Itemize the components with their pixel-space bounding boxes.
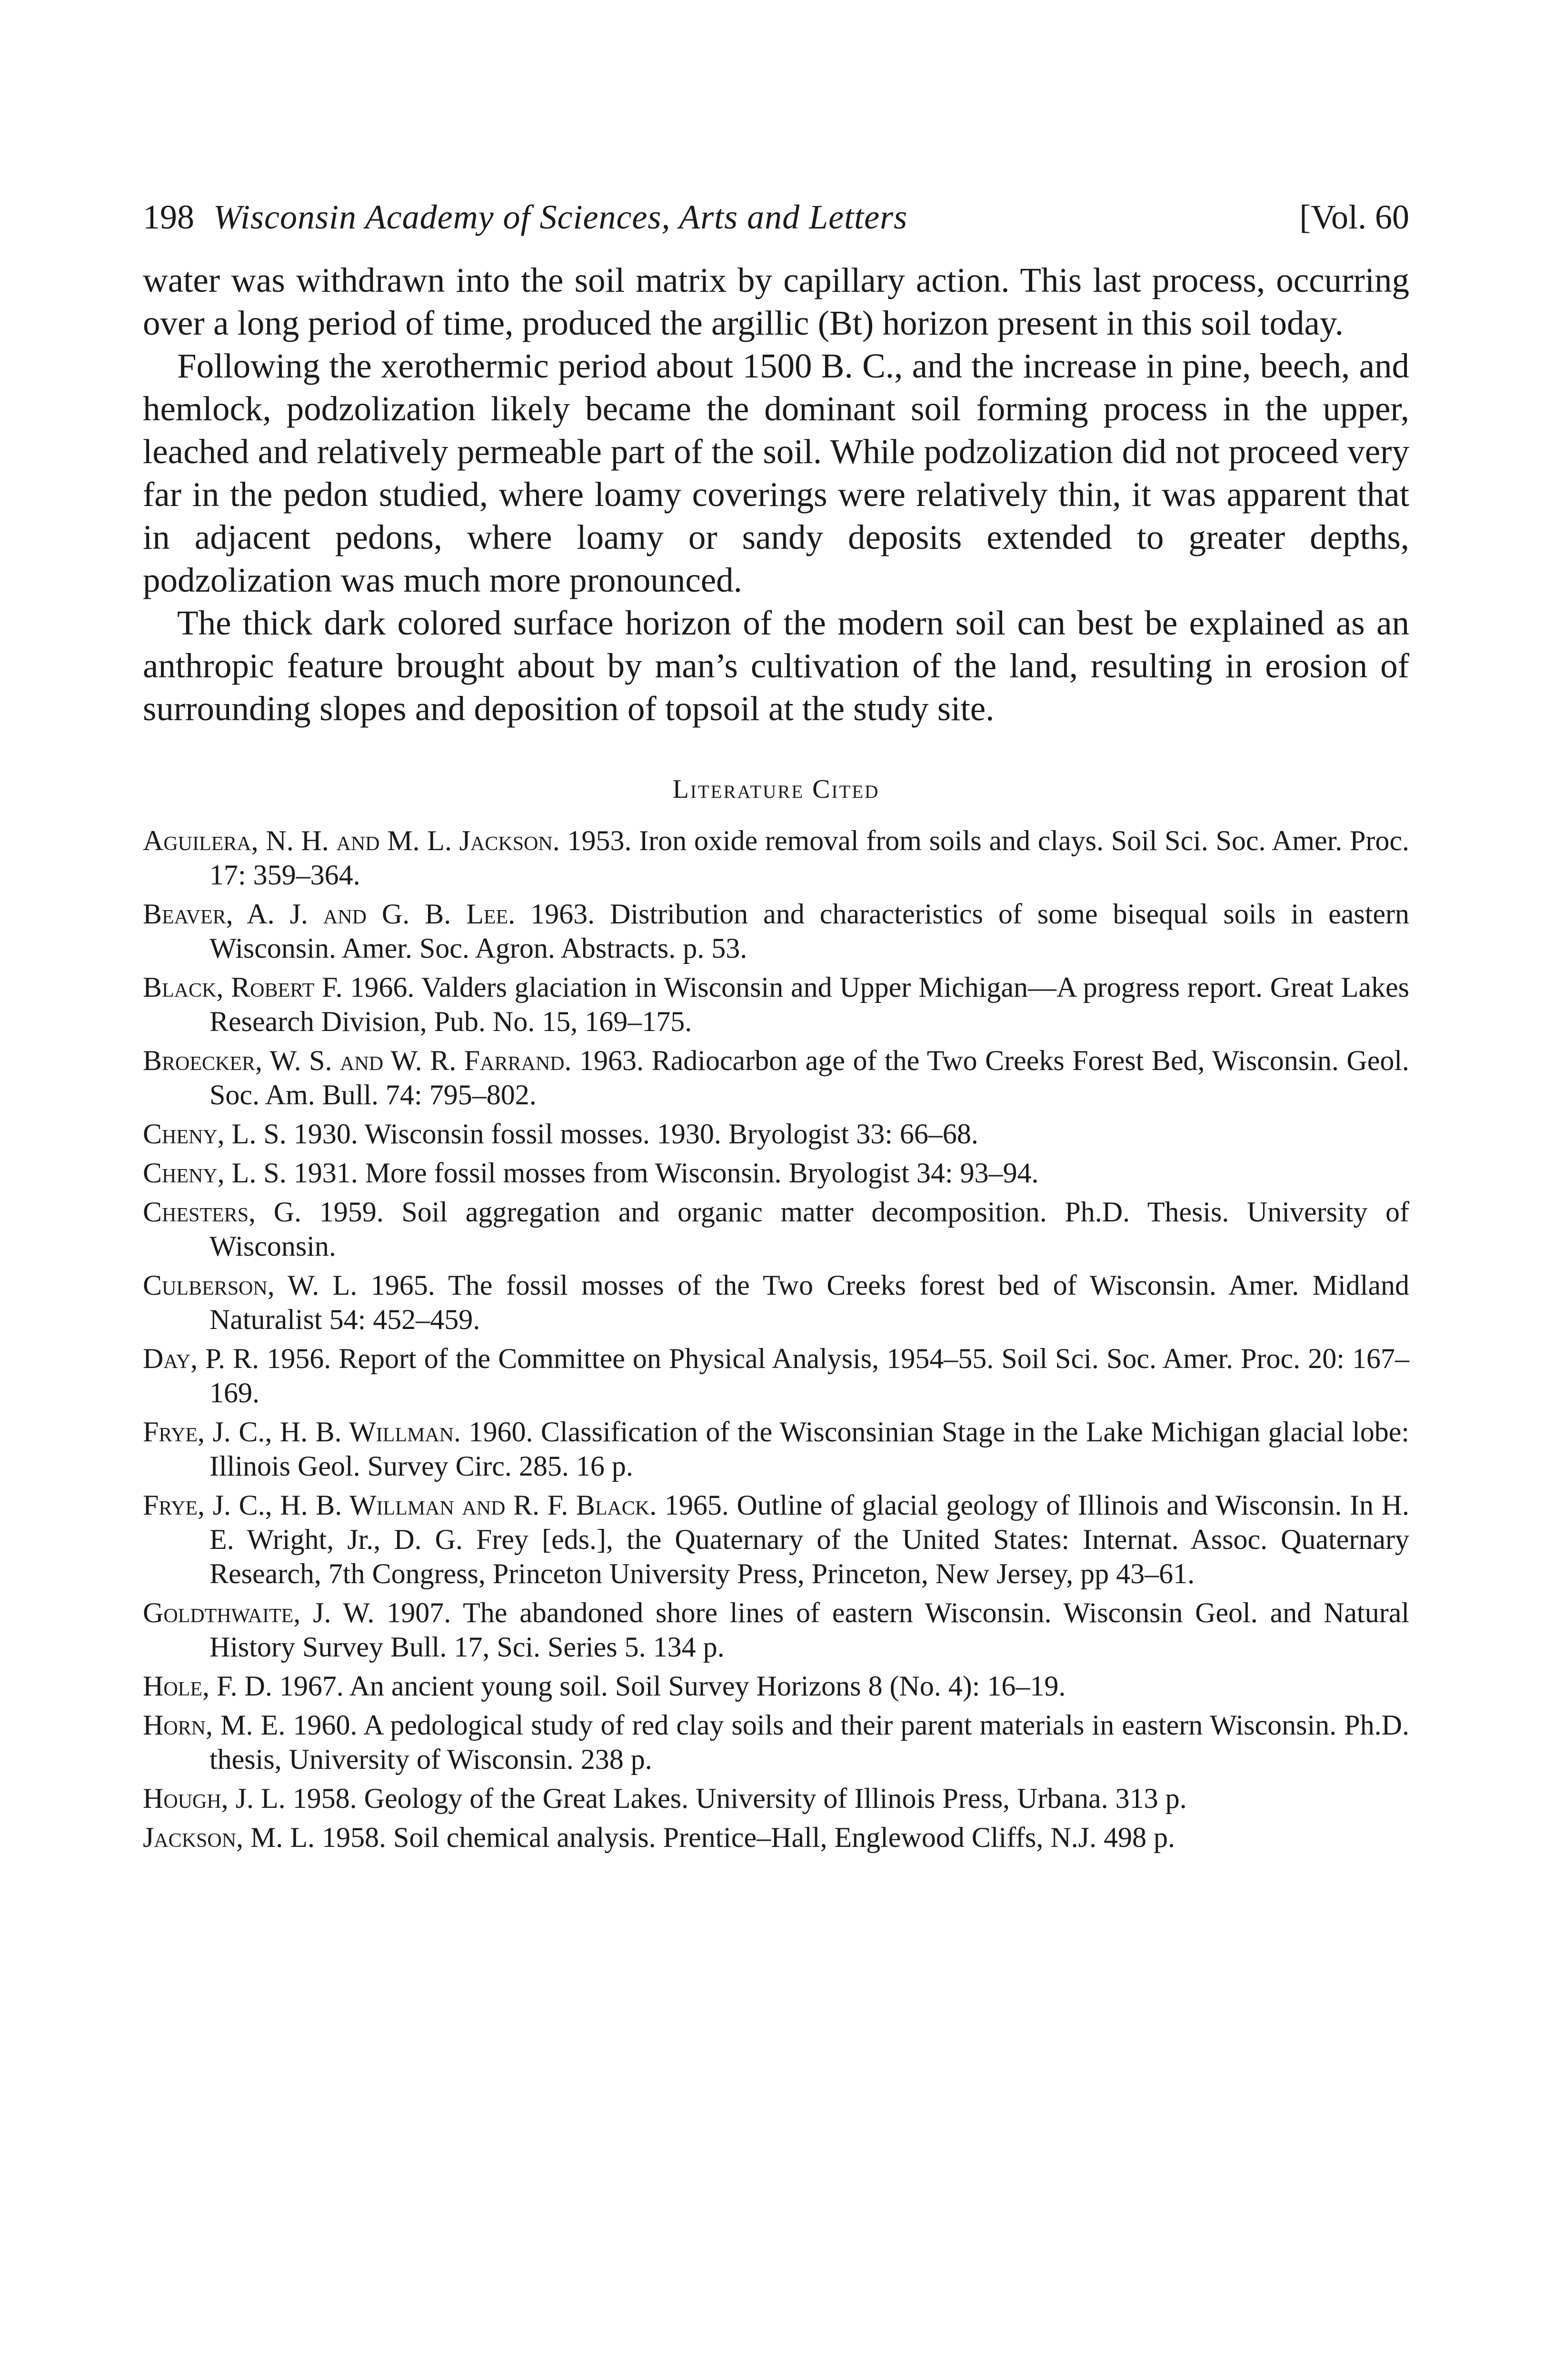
reference-authors: Cheny, L. S. xyxy=(143,1157,287,1189)
reference-authors: Hough, J. L. xyxy=(143,1783,286,1814)
reference-item xyxy=(143,1268,1409,1337)
reference-item xyxy=(143,897,1409,965)
reference-details: 1931. More fossil mosses from Wisconsin. Bryologist 34: 93–94. xyxy=(286,1157,1039,1189)
reference-item xyxy=(143,1669,1409,1703)
reference-details: 1966. Valders glaciation in Wisconsin and Upper Michigan—A progress report. Great Lakes Research Division, Pub. No. 15, 169–175. xyxy=(209,972,1409,1037)
running-header xyxy=(143,200,1409,234)
reference-item xyxy=(143,823,1409,892)
reference-details: 1959. Soil aggregation and organic matter decomposition. Ph.D. Thesis. University of Wisconsin. xyxy=(209,1196,1409,1262)
reference-authors: Chesters, G. xyxy=(143,1196,302,1228)
reference-details: 1956. Report of the Committee on Physical Analysis, 1954–55. Soil Sci. Soc. Amer. Proc. 20: 167–169. xyxy=(209,1343,1410,1408)
reference-authors: Frye, J. C., H. B. Willman and R. F. Black. xyxy=(143,1489,657,1521)
reference-item xyxy=(143,1708,1409,1776)
reference-details: 1967. An ancient young soil. Soil Survey Horizons 8 (No. 4): 16–19. xyxy=(272,1670,1066,1702)
reference-item xyxy=(143,1156,1409,1190)
reference-authors: Aguilera, N. H. and M. L. Jackson. xyxy=(143,825,560,856)
reference-details: 1953. Iron oxide removal from soils and clays. Soil Sci. Soc. Amer. Proc. 17: 359–364. xyxy=(209,825,1409,891)
reference-authors: Frye, J. C., H. B. Willman. xyxy=(143,1416,461,1448)
paragraph-podzolization: Following the xerothermic period about 1500 B. C., and the increase in pine, beech, and hemlock, podzolization likely became the dominant soil forming process in the upper, leached and relatively permeable part of the soil. While podzolization did not proceed very far in the pedon studied, where loamy coverings were relatively thin, it was apparent that in adjacent pedons, where loamy or sandy deposits extended to greater depths, podzolization was much more pronounced. xyxy=(143,347,1409,599)
reference-item xyxy=(143,1596,1409,1664)
literature-cited-heading: Literature Cited xyxy=(672,774,880,804)
reference-details: 1965. Outline of glacial geology of Illinois and Wisconsin. In H. E. Wright, Jr., D. G. Frey [eds.], the Quaternary of the United States: Internat. Assoc. Quaternary Research, 7th Congress, Princeton University Press, Princeton, New Jersey, pp 43–61. xyxy=(209,1489,1409,1589)
reference-authors: Horn, M. E. xyxy=(143,1709,286,1741)
reference-details: 1930. Wisconsin fossil mosses. 1930. Bryologist 33: 66–68. xyxy=(286,1118,978,1150)
reference-item xyxy=(143,1488,1409,1591)
reference-details: 1960. Classification of the Wisconsinian Stage in the Lake Michigan glacial lobe: Illinois Geol. Survey Circ. 285. 16 p. xyxy=(209,1416,1409,1482)
body-text xyxy=(143,259,1409,730)
reference-item xyxy=(143,1781,1409,1815)
reference-details: 1963. Distribution and characteristics of some bisequal soils in eastern Wisconsin. Amer. Soc. Agron. Abstracts. p. 53. xyxy=(209,898,1409,964)
reference-authors: Cheny, L. S. xyxy=(143,1118,287,1150)
reference-item xyxy=(143,1415,1409,1483)
reference-item xyxy=(143,1341,1409,1410)
reference-list xyxy=(143,823,1409,1854)
volume-label: [Vol. 60 xyxy=(1299,198,1409,236)
reference-details: 1958. Soil chemical analysis. Prentice–Hall, Englewood Cliffs, N.J. 498 p. xyxy=(315,1822,1175,1853)
reference-authors: Hole, F. D. xyxy=(143,1670,272,1702)
paragraph-surface-horizon: The thick dark colored surface horizon of the modern soil can best be explained as an anthropic feature brought about by man’s cultivation of the land, resulting in erosion of surrounding slopes and deposition of topsoil at the study site. xyxy=(143,604,1409,728)
reference-item xyxy=(143,1820,1409,1854)
journal-title: Wisconsin Academy of Sciences, Arts and Letters xyxy=(213,198,908,236)
reference-authors: Day, P. R. xyxy=(143,1343,259,1374)
reference-item xyxy=(143,970,1409,1039)
reference-authors: Black, Robert F. xyxy=(143,972,343,1003)
reference-authors: Goldthwaite, J. W. xyxy=(143,1597,375,1628)
reference-details: 1965. The fossil mosses of the Two Creeks forest bed of Wisconsin. Amer. Midland Naturalist 54: 452–459. xyxy=(209,1269,1410,1335)
reference-item xyxy=(143,1043,1409,1112)
paragraph-continued: water was withdrawn into the soil matrix by capillary action. This last process, occurring over a long period of time, produced the argillic (Bt) horizon present in this soil today. xyxy=(143,261,1409,342)
reference-authors: Culberson, W. L. xyxy=(143,1269,358,1301)
reference-authors: Broecker, W. S. and W. R. Farrand. xyxy=(143,1045,572,1076)
page-number: 198 xyxy=(143,198,194,236)
page xyxy=(143,200,1409,1859)
reference-details: 1960. A pedological study of red clay soils and their parent materials in eastern Wisconsin. Ph.D. thesis, University of Wisconsin. 238 p. xyxy=(209,1709,1409,1775)
reference-item xyxy=(143,1117,1409,1151)
reference-details: 1958. Geology of the Great Lakes. University of Illinois Press, Urbana. 313 p. xyxy=(285,1783,1187,1814)
reference-authors: Jackson, M. L. xyxy=(143,1822,315,1853)
reference-details: 1907. The abandoned shore lines of eastern Wisconsin. Wisconsin Geol. and Natural History Survey Bull. 17, Sci. Series 5. 134 p. xyxy=(209,1597,1410,1663)
reference-authors: Beaver, A. J. and G. B. Lee. xyxy=(143,898,516,930)
reference-details: 1963. Radiocarbon age of the Two Creeks Forest Bed, Wisconsin. Geol. Soc. Am. Bull. 74: 795–802. xyxy=(209,1045,1409,1111)
reference-item xyxy=(143,1195,1409,1263)
